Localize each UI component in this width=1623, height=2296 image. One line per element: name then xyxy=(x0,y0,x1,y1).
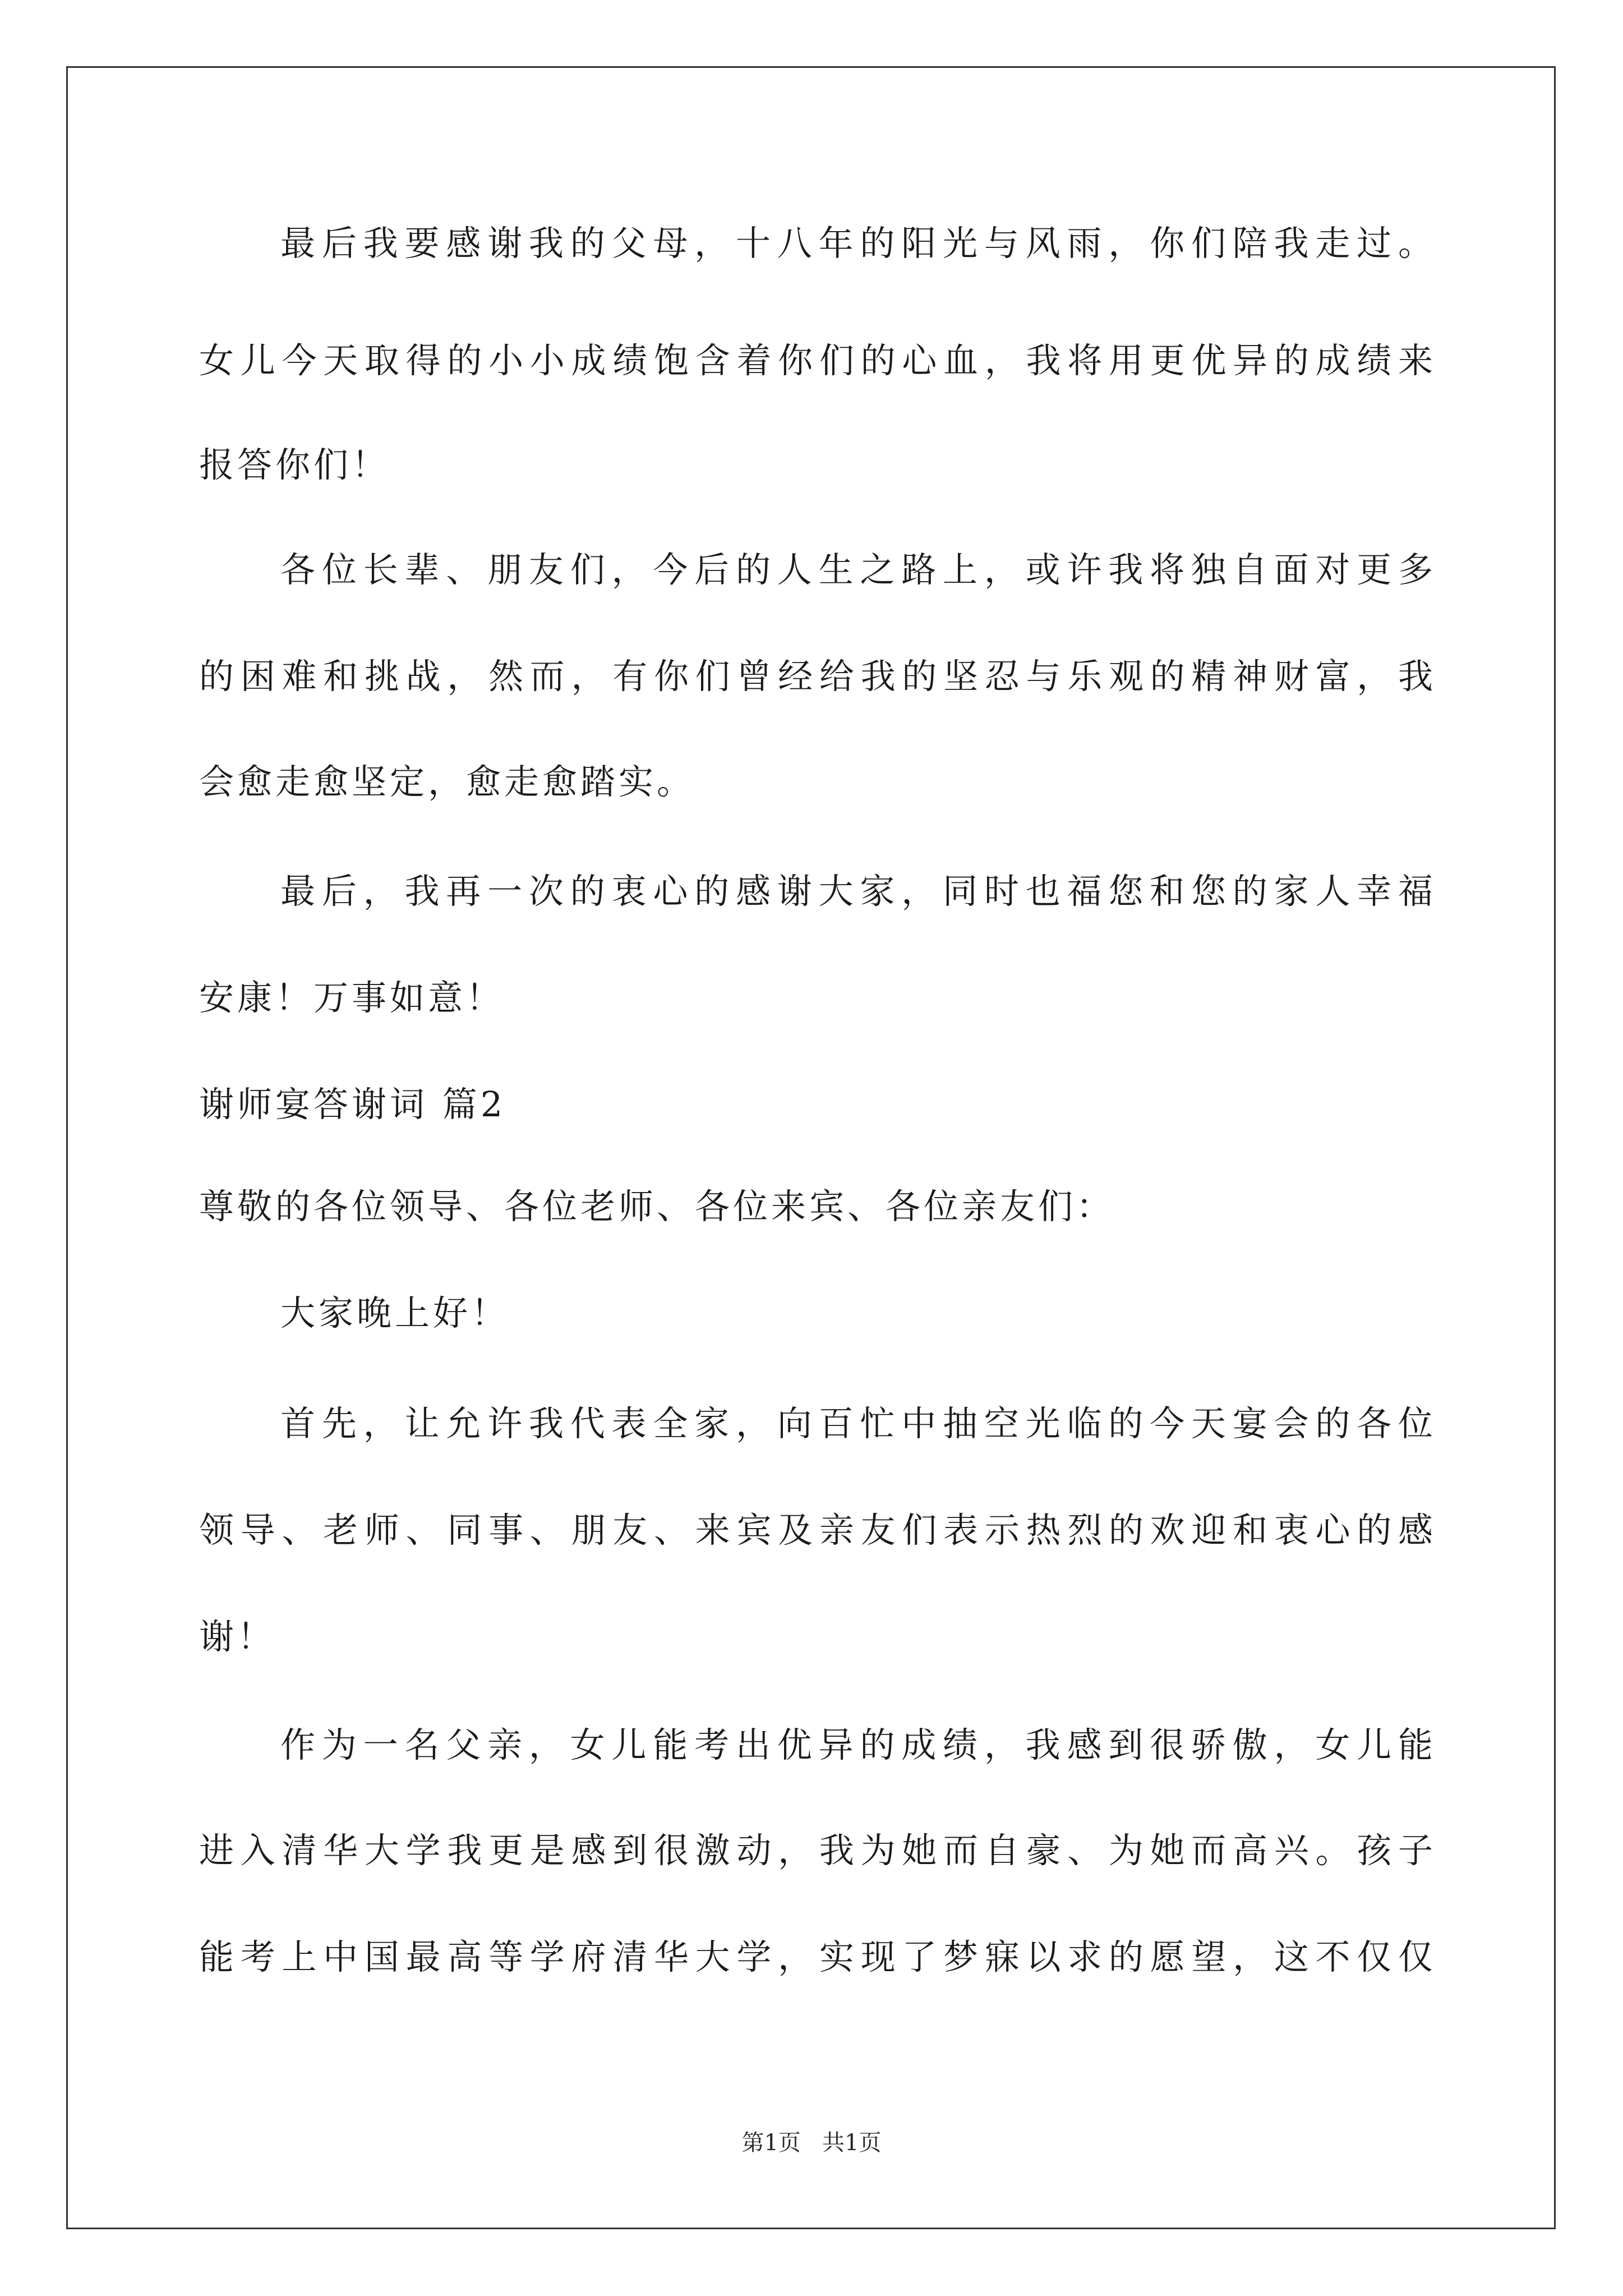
paragraph-line: 最后我要感谢我的父母，十八年的阳光与风雨，你们陪我走过。 xyxy=(280,223,1433,264)
paragraph-line: 的困难和挑战，然而，有你们曾经给我的坚忍与乐观的精神财富，我 xyxy=(199,656,1433,697)
paragraph-line: 会愈走愈坚定，愈走愈踏实。 xyxy=(199,761,695,802)
page-footer: 第1页 共1页 xyxy=(741,2130,882,2156)
salutation: 尊敬的各位领导、各位老师、各位来宾、各位亲友们： xyxy=(199,1186,1115,1227)
page-border xyxy=(66,66,1556,2229)
paragraph-line: 安康！万事如意！ xyxy=(199,977,505,1018)
paragraph-line: 谢！ xyxy=(199,1616,276,1657)
paragraph-line: 领导、老师、同事、朋友、来宾及亲友们表示热烈的欢迎和衷心的感 xyxy=(199,1510,1433,1550)
paragraph-line: 作为一名父亲，女儿能考出优异的成绩，我感到很骄傲，女儿能 xyxy=(280,1724,1433,1765)
paragraph-line: 女儿今天取得的小小成绩饱含着你们的心血，我将用更优异的成绩来 xyxy=(199,340,1433,381)
paragraph-line: 各位长辈、朋友们，今后的人生之路上，或许我将独自面对更多 xyxy=(280,549,1433,590)
paragraph-line: 首先，让允许我代表全家，向百忙中抽空光临的今天宴会的各位 xyxy=(280,1403,1433,1444)
paragraph-line: 进入清华大学我更是感到很激动，我为她而自豪、为她而高兴。孩子 xyxy=(199,1830,1433,1871)
paragraph-line: 最后，我再一次的衷心的感谢大家，同时也福您和您的家人幸福 xyxy=(280,871,1433,912)
section-heading: 谢师宴答谢词 篇2 xyxy=(199,1084,506,1125)
paragraph-line: 报答你们！ xyxy=(199,444,390,485)
greeting: 大家晚上好！ xyxy=(280,1292,510,1333)
paragraph-line: 能考上中国最高等学府清华大学，实现了梦寐以求的愿望，这不仅仅 xyxy=(199,1936,1433,1977)
